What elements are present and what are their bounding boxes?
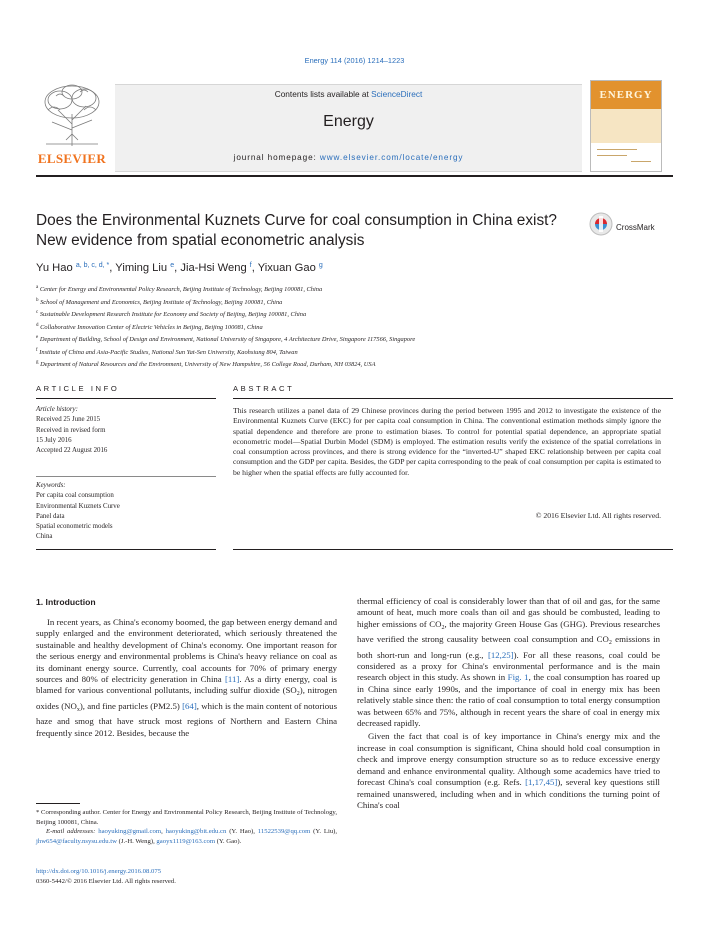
affiliation-item: $^c$ Sustainable Development Research Institute for Economy and Society of Beijing, Beijing 100081, China (36, 310, 307, 318)
keyword-item: Panel data (36, 512, 65, 520)
abstract-rule (233, 398, 673, 399)
citation-link[interactable]: [11] (224, 674, 240, 685)
keyword-item: Spatial econometric models (36, 523, 113, 531)
author-affil-marks[interactable]: a, b, c, d, * (75, 262, 110, 269)
cover-title: ENERGY (599, 89, 653, 101)
keyword-item: China (36, 533, 53, 541)
crossmark-label: CrossMark (616, 223, 655, 232)
figure-link[interactable]: Fig. 1 (507, 672, 529, 683)
contents-prefix: Contents lists available at (274, 89, 372, 99)
keyword-item: Environmental Kuznets Curve (36, 502, 120, 510)
abstract-bottom-rule (233, 549, 673, 550)
keyword-item: Per capita coal consumption (36, 492, 114, 500)
elsevier-wordmark: ELSEVIER (37, 151, 107, 166)
issn-line: 0360-5442/© 2016 Elsevier Ltd. All rights reserved. (36, 878, 176, 885)
body-paragraph: Given the fact that coal is of key importance in China's energy mix and the increase in coal consumption is significant, China should hold coal consumption in check and improve energy consumption structure so as to reduce excessive energy demand and enhance environmental quality. Although some academics have tried to forecast China's coal consumption (e.g. Refs. [1,17,45]), several key questions still remained unanswered, including when and in which conditions the turning point of China's coal (357, 731, 660, 810)
journal-name: Energy (323, 113, 374, 130)
article-info-rule (36, 398, 216, 399)
journal-homepage-line (115, 153, 582, 162)
contents-line (115, 89, 582, 99)
crossmark-icon (589, 212, 613, 238)
history-label: Article history: (36, 406, 78, 413)
email-link[interactable]: gaoyx1119@163.com (156, 837, 216, 845)
history-item: Received 25 June 2015 (36, 416, 101, 424)
email-link[interactable]: 11522539@qq.com (257, 828, 311, 835)
keywords-block (36, 481, 216, 543)
history-item: 15 July 2016 (36, 436, 72, 444)
author-name[interactable]: Yiming Liu (115, 262, 168, 274)
sciencedirect-link[interactable]: ScienceDirect (371, 89, 423, 99)
abstract-copyright: © 2016 Elsevier Ltd. All rights reserved. (535, 511, 661, 520)
citation-link[interactable]: [12,25] (487, 649, 514, 660)
author-name[interactable]: Yu Hao (36, 262, 73, 274)
abstract-text: This research utilizes a panel data of 29 Chinese provinces during the period between 1995 and 2012 to investigate the existence of the Environmental Kuznets Curve (EKC) for per capita coal consumption in China. The conventional estimation methods simply ignore the spatial dependence and therefore are prone to estimation biases. To control for potential spatial dependence, an appropriate spatial econometric model—Spatial Durbin Model (SDM) is employed. The estimation results verify the existence of the spatial correlations in coal consumption across provinces, and there is strong evidence for the “inverted-U” shaped EKC relationship between per capita coal consumption and the GDP per capita. Besides, the GDP per capita corresponding to the peak of coal consumption per capita is estimated to be higher when the spatial effects are fully accounted for. (233, 406, 661, 477)
affiliation-item: $^g$ Department of Natural Resources and the Environment, University of New Hampshire, 56 College Road, Durham, NH 03824, USA (36, 360, 376, 368)
affiliation-item: $^e$ Department of Building, School of Design and Environment, National University of Singapore, 4 Architecture Drive, Singapore 117566, Singapore (36, 335, 416, 343)
footnote-rule (36, 803, 80, 804)
email-link[interactable]: jhw654@faculty.nsysu.edu.tw (36, 837, 117, 845)
citation-link[interactable]: [1,17,45] (525, 777, 558, 788)
page-footer (36, 867, 337, 887)
affiliation-item: $^f$ Institute of China and Asia-Pacific Studies, National Sun Yat-Sen University, Kaohsiung 804, Taiwan (36, 347, 298, 356)
body-paragraph: thermal efficiency of coal is considerably lower than that of oil and gas, for the same amount of heat, much more coals than oil and gas should be combusted, leading to higher emissions of $CO_2$, the majority Green House Gas (GHG). Previous researches have verified the strong causality between coal consumption and $CO_2$ emissions in both short-run and long-run (e.g., [12,25]). For all these reasons, coal could be considered as a proxy for China's environmental performance and is the main research object in this study. As shown in Fig. 1, the coal consumption has roared up in China since early 1990s, and the importance of coal in energy mix has been relatively stable since then: the ratio of coal consumption to total energy consumption was between 65% and 75%, although in recent years the share of coal in energy mix decreased rapidly. (357, 596, 661, 729)
cover-artwork (591, 109, 661, 143)
body-column-left (36, 617, 337, 739)
doi-link[interactable]: http://dx.doi.org/10.1016/j.energy.2016.08.075 (36, 868, 162, 875)
cover-text-line (597, 149, 637, 150)
author-affil-marks[interactable]: f (249, 262, 252, 269)
affiliation-item: $^a$ Center for Energy and Environmental Policy Research, Beijing Institute of Technology, Beijing 100081, China (36, 285, 323, 293)
journal-citation[interactable]: Energy 114 (2016) 1214–1223 (304, 56, 405, 65)
homepage-prefix: journal homepage: (233, 153, 320, 162)
author-affil-marks[interactable]: e (170, 262, 175, 269)
footnote (36, 808, 337, 846)
history-item: Received in revised form (36, 426, 106, 434)
tree-icon (36, 80, 108, 150)
author-affil-marks[interactable]: g (318, 262, 323, 269)
history-item: Accepted 22 August 2016 (36, 447, 108, 455)
abstract-heading: ABSTRACT (233, 384, 295, 393)
affiliation-list (36, 283, 676, 371)
section-heading-introduction: 1. Introduction (36, 597, 96, 607)
author-list: Yu Hao $^{a, b, c, d, *}$, Yiming Liu $^e$, Jia-Hsi Weng $^f$, Yixuan Gao $^g$ (36, 262, 323, 274)
cover-text-line (631, 161, 651, 162)
email-link[interactable]: haoyuking@gmail.com (98, 828, 162, 835)
article-info-divider (36, 476, 216, 477)
author-name[interactable]: Jia-Hsi Weng (180, 262, 247, 274)
article-title: Does the Environmental Kuznets Curve for coal consumption in China exist? New evidence from spatial econometric analysis (36, 212, 557, 249)
article-info-heading: ARTICLE INFO (36, 384, 120, 393)
corresponding-author-note: * Corresponding author. Center for Energy and Environmental Policy Research, Beijing Institute of Technology, Beijing 100081, China. (36, 809, 337, 826)
author-name[interactable]: Yixuan Gao (257, 262, 316, 274)
citation-link[interactable]: [64] (182, 700, 197, 711)
body-column-right (357, 596, 660, 811)
affiliation-item: $^b$ School of Management and Economics, Beijing Institute of Technology, Beijing 100081, China (36, 297, 283, 306)
journal-cover-thumbnail[interactable] (590, 80, 662, 172)
article-history (36, 405, 216, 456)
cover-text-line (597, 155, 627, 156)
body-paragraph: In recent years, as China's economy boomed, the gap between energy demand and supply enlarged and the environment deteriorated, which seriously threatened the sustainable and healthy development of China's economy. One important reason for the serious energy and environmental problems is China's heavy reliance on coal as its dominant energy source. Currently, coal accounts for 70% of primary energy sources and 80% of electricity generation in China [11]. As a dirty energy, coal is blamed for various conventional pollutants, including sulfur dioxide $(SO_2)$, nitrogen oxides $(NO_x)$, and fine particles (PM2.5) [64], which is the main content of notorious haze and smog that have struck most regions of Northern and Eastern China frequently since 2012. Besides, because the (36, 617, 337, 738)
homepage-link[interactable]: www.elsevier.com/locate/energy (319, 153, 464, 162)
article-info-bottom-rule (36, 549, 216, 550)
keywords-label: Keywords: (36, 482, 66, 489)
email-link[interactable]: haoyuking@bit.edu.cn (165, 828, 227, 835)
affiliation-item: $^d$ Collaborative Innovation Center of Electric Vehicles in Beijing, Beijing 100081, China (36, 322, 263, 331)
email-addresses: E-mail addresses: haoyuking@gmail.com, haoyuking@bit.edu.cn (Y. Hao), 11522539@qq.com (Y. Liu), jhw654@faculty.nsysu.edu.tw (J.-H. Weng), gaoyx1119@163.com (Y. Gao). (36, 828, 338, 845)
crossmark-badge[interactable] (589, 212, 673, 242)
header-rule (36, 175, 673, 177)
